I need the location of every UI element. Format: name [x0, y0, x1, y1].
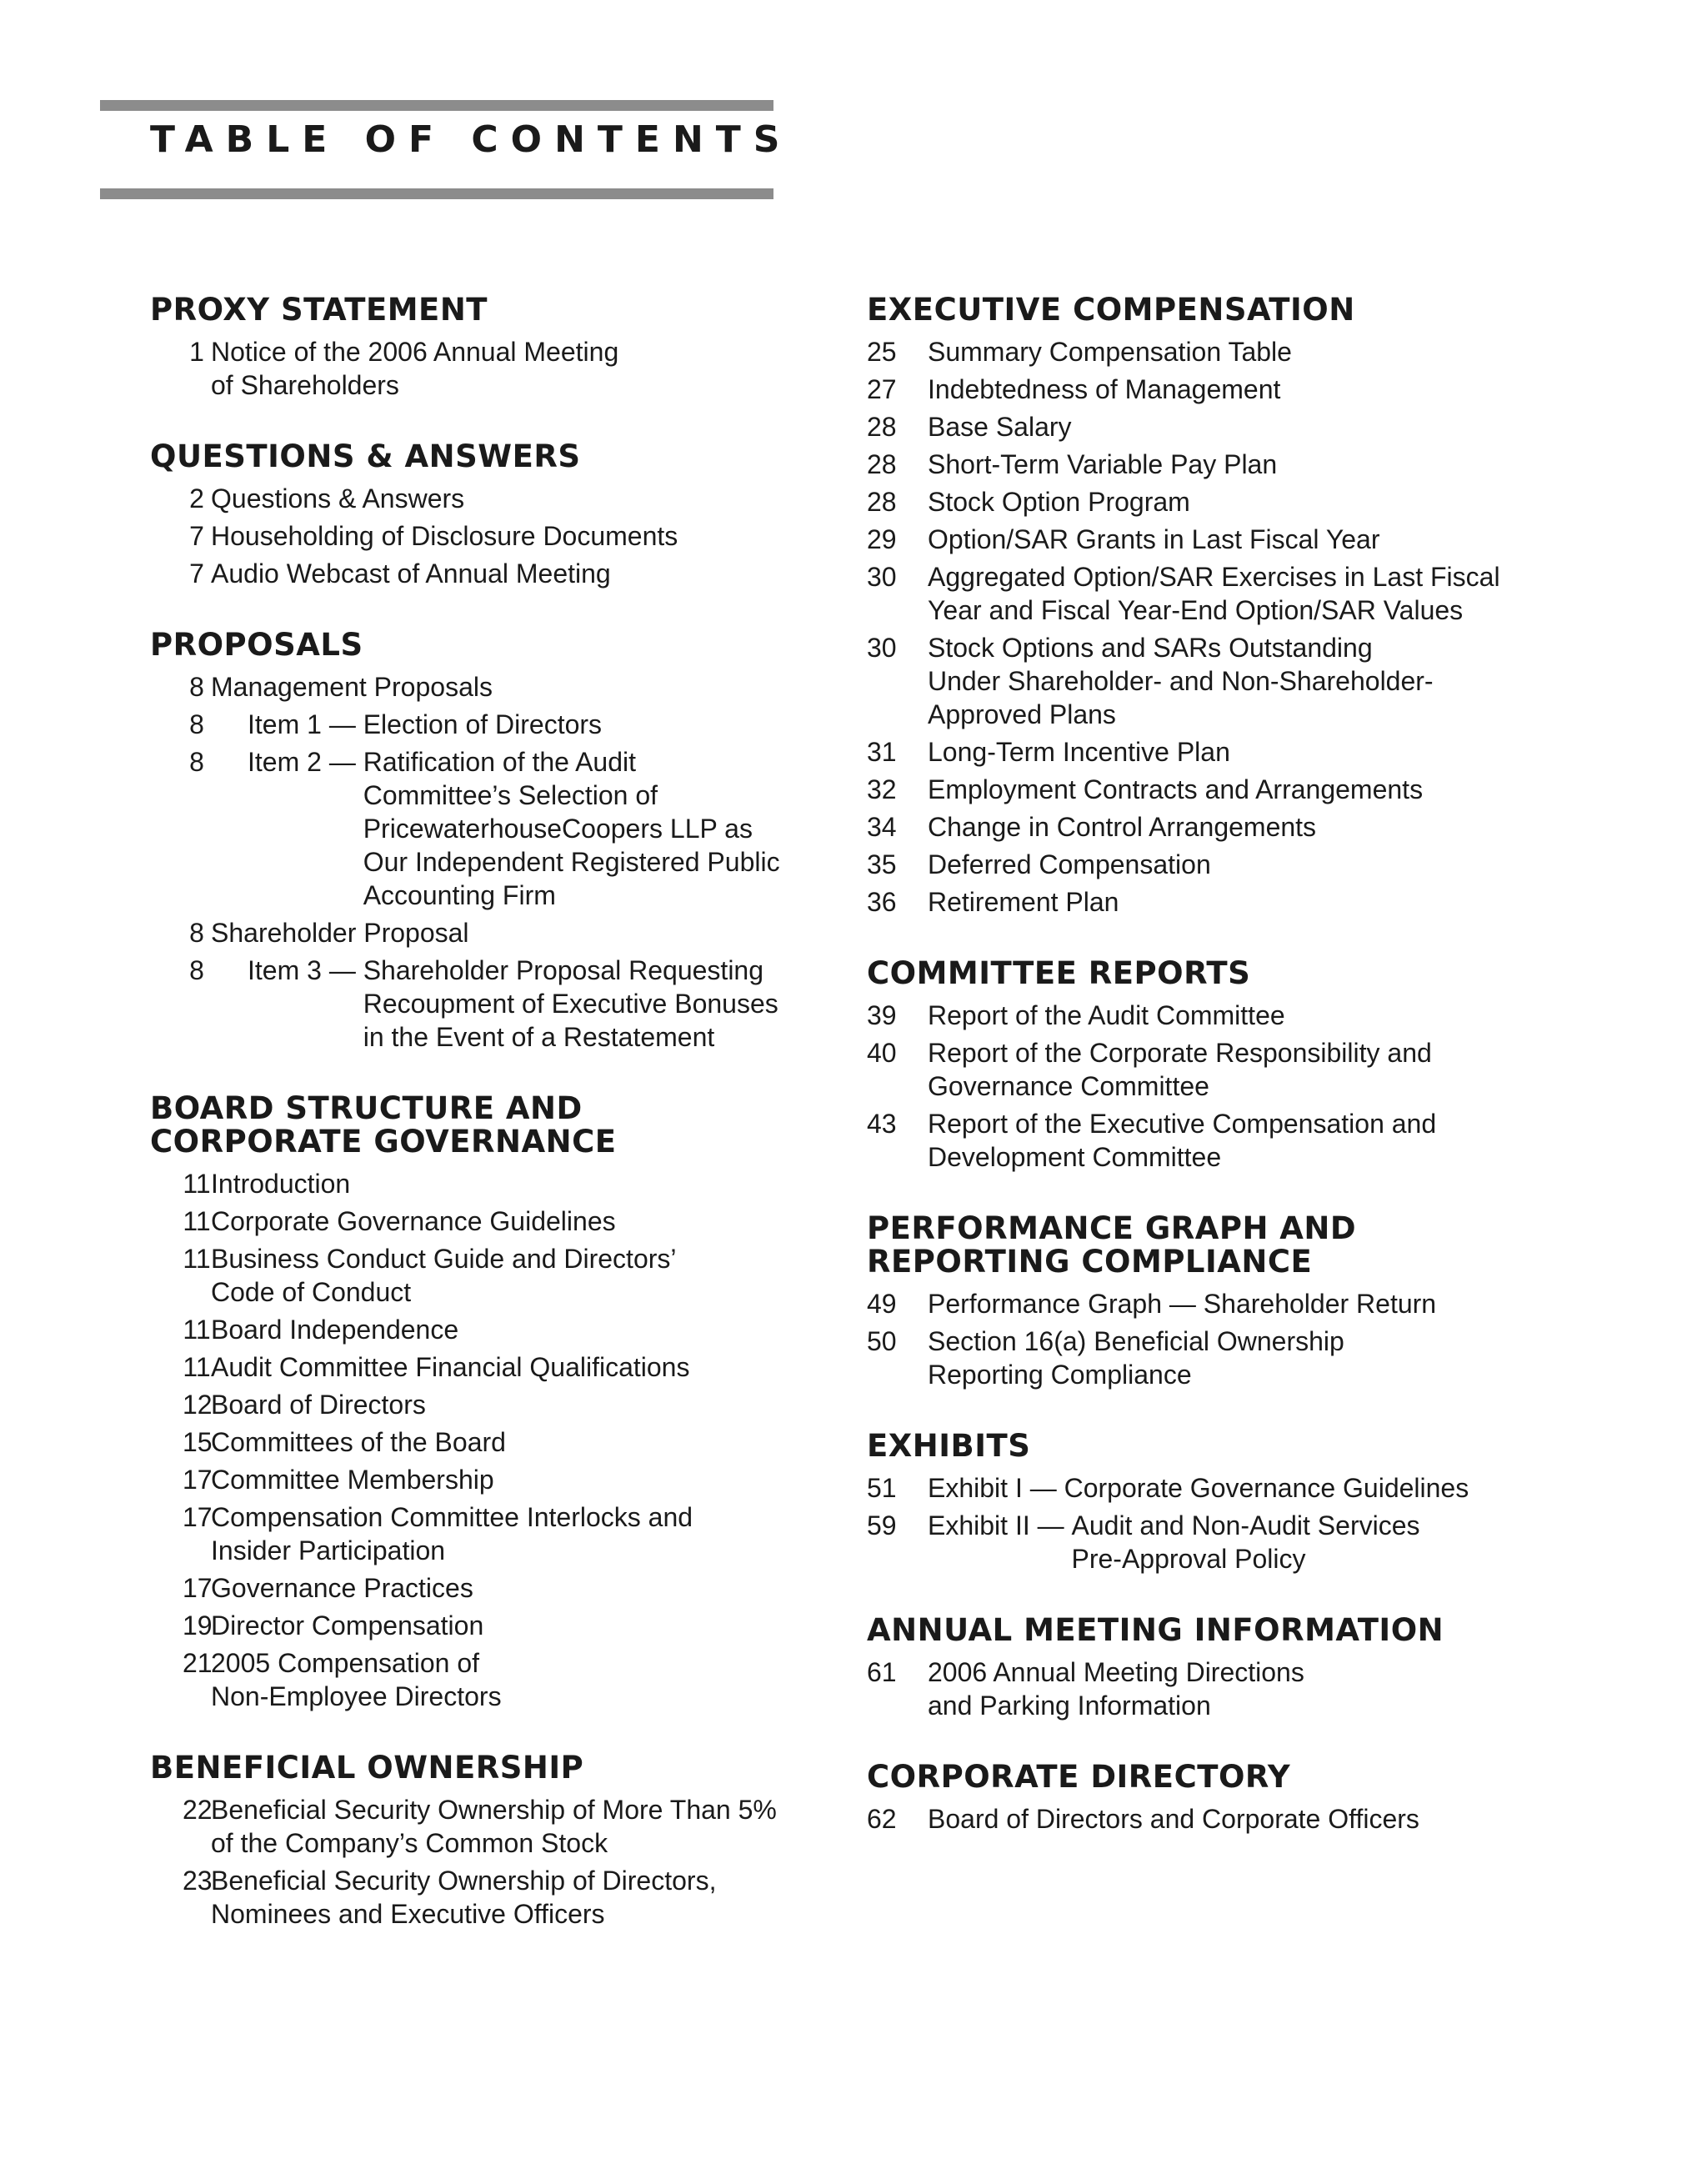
entry-title: Long-Term Incentive Plan [928, 737, 1230, 767]
section-heading: EXECUTIVE COMPENSATION [867, 292, 1355, 328]
entry-title: Beneficial Security Ownership of More Than 5% of the Company’s Common Stock [211, 1795, 777, 1858]
page-number: 36 [867, 887, 897, 917]
entry-title: Director Compensation [211, 1610, 484, 1641]
entry-title: Audit Committee Financial Qualifications [211, 1352, 690, 1382]
item-label: Item 2 — [248, 747, 363, 777]
item-label: Exhibit I — [928, 1473, 1064, 1503]
entry-title: Questions & Answers [211, 483, 465, 513]
page-number: 7 [189, 521, 204, 551]
toc-entry[interactable] [867, 1656, 1600, 1722]
title-rule-bottom [100, 188, 773, 199]
item-label: Exhibit II — [928, 1510, 1072, 1540]
toc-entry[interactable] [867, 410, 1600, 443]
entry-title: Committees of the Board [211, 1427, 506, 1457]
page-number: 25 [867, 337, 897, 367]
toc-entry[interactable] [150, 954, 817, 1054]
page-number: 39 [867, 1000, 897, 1030]
page-number: 40 [867, 1038, 897, 1068]
page-number: 21 [183, 1648, 213, 1678]
page-number: 17 [183, 1502, 213, 1532]
toc-entry[interactable] [867, 999, 1600, 1032]
item-label: Item 3 — [248, 955, 363, 985]
entry-title: Report of the Executive Compensation and Development Committee [928, 1109, 1437, 1172]
toc-entry[interactable] [150, 916, 817, 949]
entry-title: Board Independence [211, 1315, 459, 1345]
toc-entry[interactable] [150, 335, 817, 402]
title-rule-top [100, 100, 773, 111]
toc-entry[interactable] [867, 485, 1600, 518]
toc-entry[interactable] [150, 1609, 817, 1642]
entry-title: Beneficial Security Ownership of Directors, Nominees and Executive Officers [211, 1866, 717, 1929]
toc-entry[interactable] [150, 1242, 817, 1309]
section-heading: CORPORATE DIRECTORY [867, 1759, 1291, 1795]
toc-entry[interactable] [150, 1463, 817, 1496]
toc-entry[interactable] [867, 1471, 1600, 1505]
toc-entry[interactable] [867, 773, 1600, 806]
toc-section [150, 1092, 817, 1713]
toc-entry[interactable] [867, 810, 1600, 844]
page-number: 11 [183, 1352, 211, 1382]
entry-title: Audio Webcast of Annual Meeting [211, 559, 611, 589]
entry-title: Board of Directors and Corporate Officers [928, 1804, 1419, 1834]
toc-entry[interactable] [867, 735, 1600, 769]
toc-section [867, 1761, 1600, 1836]
toc-entry[interactable] [150, 1205, 817, 1238]
page-number: 17 [183, 1465, 213, 1495]
entry-title: Stock Options and SARs Outstanding Under Shareholder- and Non-Shareholder- Approved Plans [928, 633, 1434, 729]
toc-entry[interactable] [150, 1350, 817, 1384]
page-number: 12 [183, 1390, 213, 1420]
entry-title: Base Salary [928, 412, 1072, 442]
entry-title: Compensation Committee Interlocks and Insider Participation [211, 1502, 693, 1565]
toc-entry[interactable] [867, 1509, 1600, 1575]
entry-title: Indebtedness of Management [928, 374, 1281, 404]
entry-title: Retirement Plan [928, 887, 1119, 917]
toc-section [150, 629, 817, 1054]
entry-title: Change in Control Arrangements [928, 812, 1317, 842]
entry-title: Stock Option Program [928, 487, 1190, 517]
toc-column-right [867, 293, 1600, 1874]
page-number: 28 [867, 412, 897, 442]
entry-title: Householding of Disclosure Documents [211, 521, 678, 551]
toc-entry[interactable] [150, 1388, 817, 1421]
page-title: TABLE OF CONTENTS [150, 118, 793, 161]
entry-title: Introduction [211, 1169, 351, 1199]
entry-title: Board of Directors [211, 1390, 426, 1420]
entry-title: Employment Contracts and Arrangements [928, 774, 1424, 804]
toc-entry[interactable] [867, 848, 1600, 881]
toc-column-left [150, 293, 817, 1969]
entry-title: Short-Term Variable Pay Plan [928, 449, 1278, 479]
page-number: 61 [867, 1657, 897, 1687]
entry-title: Notice of the 2006 Annual Meeting of Shareholders [211, 337, 619, 400]
entry-title: 2006 Annual Meeting Directions and Parking Information [928, 1657, 1304, 1721]
toc-entry[interactable] [150, 557, 817, 590]
section-heading: PROXY STATEMENT [150, 292, 488, 328]
toc-entry[interactable] [867, 1802, 1600, 1836]
entry-title: Section 16(a) Beneficial Ownership Reporting Compliance [928, 1326, 1344, 1390]
entry-title: Ratification of the Audit Committee’s Selection of PricewaterhouseCoopers LLP as Our Independent Registered Public Accounting Firm [363, 747, 780, 910]
toc-entry[interactable] [867, 631, 1600, 731]
entry-title: Summary Compensation Table [928, 337, 1292, 367]
entry-title: Corporate Governance Guidelines [1064, 1473, 1469, 1503]
entry-title: Audit and Non-Audit Services Pre-Approval Policy [1071, 1510, 1420, 1574]
entry-title: Aggregated Option/SAR Exercises in Last Fiscal Year and Fiscal Year-End Option/SAR Values [928, 562, 1500, 625]
section-heading: QUESTIONS & ANSWERS [150, 438, 581, 474]
toc-entry[interactable] [867, 448, 1600, 481]
page-number: 59 [867, 1510, 897, 1540]
page-number: 30 [867, 633, 897, 663]
toc-entry[interactable] [867, 335, 1600, 368]
toc-entry[interactable] [150, 670, 817, 704]
toc-entry[interactable] [150, 1425, 817, 1459]
page-number: 23 [183, 1866, 213, 1896]
toc-entry[interactable] [150, 1793, 817, 1860]
entry-title: Management Proposals [211, 672, 493, 702]
toc-entry[interactable] [150, 1646, 817, 1713]
page-number: 7 [189, 559, 204, 589]
toc-entry[interactable] [867, 885, 1600, 919]
toc-section [867, 293, 1600, 919]
section-heading: BOARD STRUCTURE AND CORPORATE GOVERNANCE [150, 1090, 617, 1160]
item-label: Item 1 — [248, 709, 363, 739]
page-number: 32 [867, 774, 897, 804]
toc-section [867, 1212, 1600, 1391]
toc-entry[interactable] [150, 1500, 817, 1567]
page-number: 2 [189, 483, 204, 513]
entry-title: Governance Practices [211, 1573, 473, 1603]
page-number: 11 [183, 1315, 211, 1345]
section-heading: EXHIBITS [867, 1428, 1031, 1464]
page-number: 8 [189, 955, 204, 985]
page-number: 11 [183, 1206, 211, 1236]
page-number: 8 [189, 709, 204, 739]
toc-entry[interactable] [150, 1864, 817, 1931]
entry-title: Option/SAR Grants in Last Fiscal Year [928, 524, 1380, 554]
toc-entry[interactable] [867, 560, 1600, 627]
entry-title: Shareholder Proposal [211, 918, 469, 948]
entry-title: Committee Membership [211, 1465, 494, 1495]
page-number: 28 [867, 449, 897, 479]
toc-entry[interactable] [150, 519, 817, 553]
entry-title: Shareholder Proposal Requesting Recoupment of Executive Bonuses in the Event of a Restatement [363, 955, 778, 1052]
toc-section [867, 957, 1600, 1174]
toc-entry[interactable] [150, 1571, 817, 1605]
toc-entry[interactable] [867, 523, 1600, 556]
entry-title: Report of the Audit Committee [928, 1000, 1285, 1030]
page-number: 27 [867, 374, 897, 404]
page-number: 19 [183, 1610, 213, 1641]
section-heading: BENEFICIAL OWNERSHIP [150, 1750, 584, 1786]
page-number: 8 [189, 672, 204, 702]
page-number: 51 [867, 1473, 897, 1503]
toc-section [150, 440, 817, 590]
entry-title: Deferred Compensation [928, 849, 1211, 879]
toc-entry[interactable] [150, 482, 817, 515]
section-heading: PROPOSALS [150, 627, 363, 663]
toc-entry[interactable] [150, 1167, 817, 1200]
page-number: 11 [183, 1244, 211, 1274]
page-number: 29 [867, 524, 897, 554]
page-number: 22 [183, 1795, 213, 1825]
page-number: 28 [867, 487, 897, 517]
page-number: 31 [867, 737, 897, 767]
toc-entry[interactable] [150, 1313, 817, 1346]
page-number: 17 [183, 1573, 213, 1603]
page-number: 1 [189, 337, 204, 367]
toc-entry[interactable] [867, 1036, 1600, 1103]
entry-title: Performance Graph — Shareholder Return [928, 1289, 1437, 1319]
section-heading: PERFORMANCE GRAPH AND REPORTING COMPLIANCE [867, 1210, 1357, 1280]
page-number: 8 [189, 918, 204, 948]
section-heading: COMMITTEE REPORTS [867, 955, 1251, 991]
toc-section [150, 1751, 817, 1931]
section-heading: ANNUAL MEETING INFORMATION [867, 1612, 1444, 1648]
entry-title: Report of the Corporate Responsibility and Governance Committee [928, 1038, 1432, 1101]
page-number: 43 [867, 1109, 897, 1139]
page-number: 49 [867, 1289, 897, 1319]
toc-entry[interactable] [150, 745, 817, 912]
entry-title: Corporate Governance Guidelines [211, 1206, 616, 1236]
toc-entry[interactable] [867, 1325, 1600, 1391]
page-number: 50 [867, 1326, 897, 1356]
entry-title: Election of Directors [363, 709, 603, 739]
toc-entry[interactable] [867, 1287, 1600, 1320]
page-number: 35 [867, 849, 897, 879]
entry-title: Business Conduct Guide and Directors’ Code of Conduct [211, 1244, 677, 1307]
page-number: 62 [867, 1804, 897, 1834]
toc-section [150, 293, 817, 402]
page-number: 15 [183, 1427, 213, 1457]
page-number: 8 [189, 747, 204, 777]
entry-title: 2005 Compensation of Non-Employee Directors [211, 1648, 502, 1711]
page-number: 11 [183, 1169, 211, 1199]
page-number: 34 [867, 812, 897, 842]
toc-section [867, 1430, 1600, 1575]
toc-entry[interactable] [867, 373, 1600, 406]
toc-entry[interactable] [150, 708, 817, 741]
toc-entry[interactable] [867, 1107, 1600, 1174]
page-number: 30 [867, 562, 897, 592]
toc-section [867, 1614, 1600, 1722]
